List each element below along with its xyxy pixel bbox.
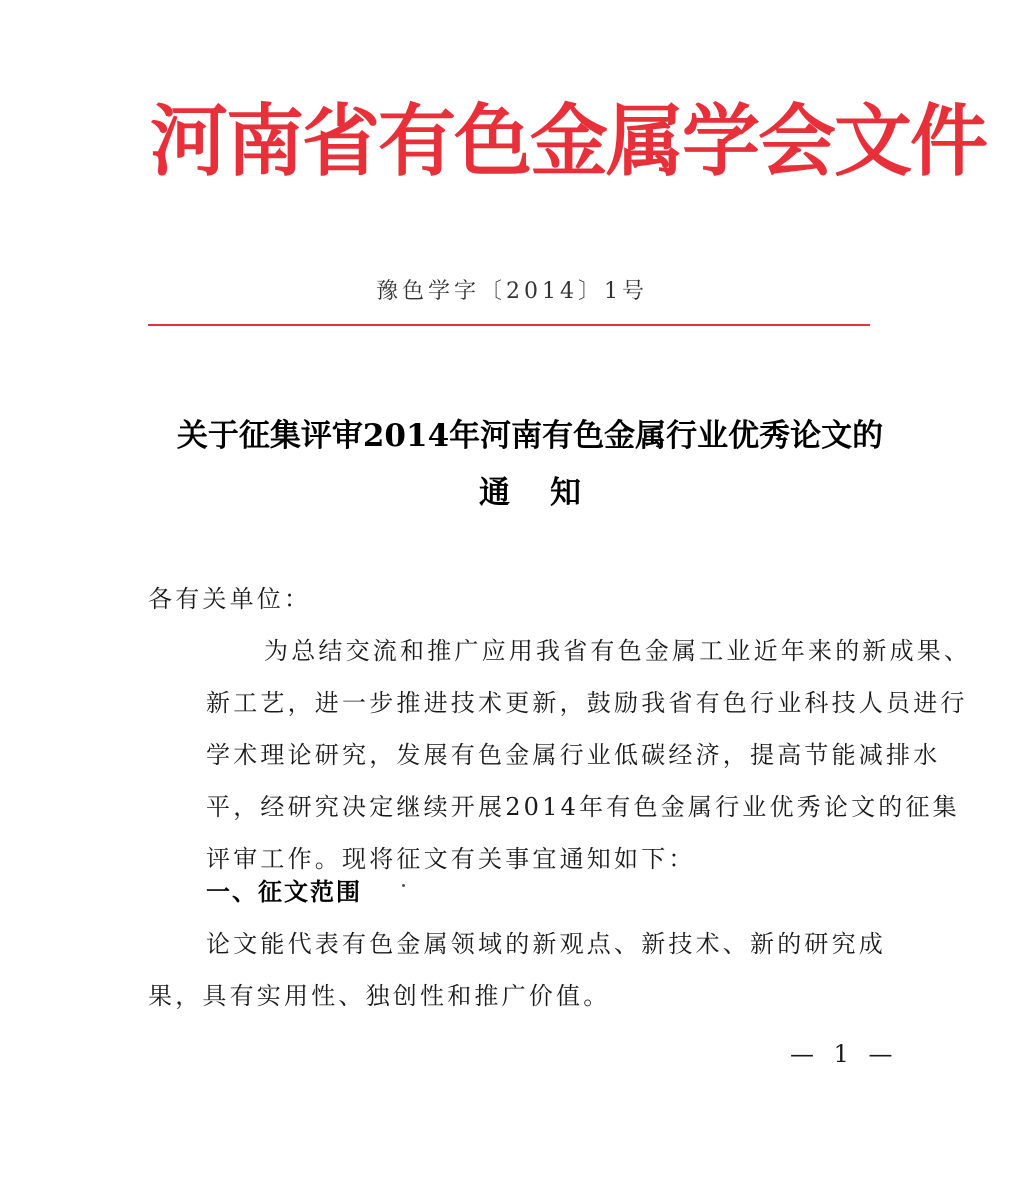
masthead-title: 河南省有色金属学会文件 [150, 97, 987, 187]
page-number: — 1 — [790, 1040, 899, 1068]
notice-title-line1: 关于征集评审2014年河南有色金属行业优秀论文的 [176, 418, 884, 454]
paragraph-line: 果，具有实用性、独创性和推广价值。 [148, 982, 611, 1010]
notice-title-line2: 通知 [479, 475, 621, 511]
paragraph-line: 平，经研究决定继续开展2014年有色金属行业优秀论文的征集 [206, 793, 960, 821]
section-heading-scope: 一、征文范围 [206, 878, 362, 906]
paragraph-line: 为总结交流和推广应用我省有色金属工业近年来的新成果、 [264, 637, 972, 665]
document-number: 豫色学字〔2014〕1号 [376, 279, 648, 304]
paragraph-intro [148, 625, 972, 885]
paragraph-line: 学术理论研究，发展有色金属行业低碳经济，提高节能减排水 [206, 741, 941, 769]
salutation: 各有关单位： [148, 585, 312, 613]
paragraph-scope [148, 918, 908, 1022]
paragraph-line: 评审工作。现将征文有关事宜通知如下： [206, 845, 696, 873]
red-divider-line [148, 324, 870, 326]
scan-speck [402, 884, 405, 887]
paragraph-line: 论文能代表有色金属领域的新观点、新技术、新的研究成 [206, 930, 886, 958]
paragraph-line: 新工艺，进一步推进技术更新，鼓励我省有色行业科技人员进行 [206, 689, 968, 717]
